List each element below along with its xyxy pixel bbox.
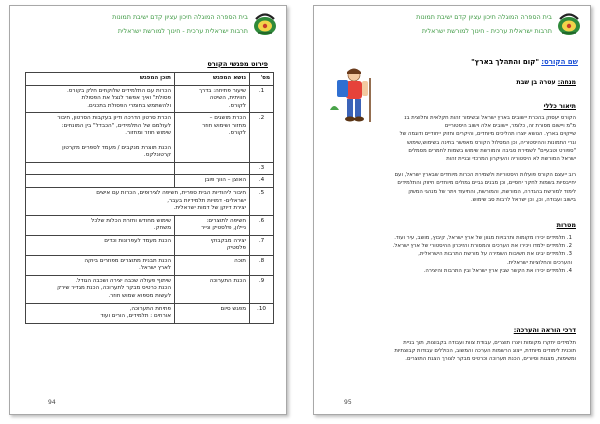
topic-line: לקורס. [228,102,246,109]
topic-line: האוצן – הווך פובן [204,177,246,184]
content-line: אורחים : תלמידים, הורים ועוד [100,313,171,320]
row-topic [175,215,250,235]
text-line: לימוד למורשת בהגדרה, המורשת, והמורשת, והתיעוד ויתר של מנהגי המשק [408,188,576,195]
row-number: 8. [250,255,274,275]
summary-title: תיאור כללי [543,102,576,110]
topic-line: הכרת מושגים – [209,115,246,122]
content-line [29,165,171,172]
table-row [26,113,274,163]
page-number: 95 [344,399,352,406]
text-line: והערכים והחלוציות ישראלית. [507,259,572,266]
content-line: לעולמם של התלמידים, "הכבדל" בין המונחים: [61,122,171,129]
content-line: פסולת" ואיך אפשר לנצל את הפסולת [81,95,171,102]
row-content [26,113,175,163]
topic-line: חיבור ליהודיות הבית ספרית, חשיפה לצירופים, הכרות עם אישים [96,190,246,197]
row-number: 4. [250,175,274,188]
content-line: הכנת כרטיס מבקר לתערוכה, הכנת מגדיר שירק [57,285,171,292]
table-row [26,235,274,255]
goals-list [328,234,572,275]
row-topic [26,188,250,216]
header-content: תוכן המפגש [26,73,175,86]
text-line: תלמידים יחקרו מקומות ויצרו תוצרים, עבודת צוות ועבודה בקבוצות, תוך בניית [403,340,576,346]
content-line: הכנת מעמד לעפרונות וכדים [104,237,171,244]
row-number: 1. [250,85,274,113]
method-title: דרכי הוראה והערכה: [513,326,576,334]
row-number: 10. [250,303,274,323]
row-content [26,275,175,303]
table-row [26,303,274,323]
content-line [29,177,171,184]
row-content [26,162,175,175]
text-line: ישראל המורשת לא היסטוריה והעיקרון המרכזי ובניית זהות [446,156,576,163]
topic-line: מפגש סיום [220,305,246,312]
content-line [29,138,171,145]
topic-line: מחזור ושימוש חוזר [202,122,246,129]
course-name: "קום והתהלך בארץ" [471,58,539,66]
text-line: וגרי התמונות וההיסטוריה, וכן המסלול הקורס מאפשר בחינה בשימוש,שימוש [407,139,576,146]
right-page [313,5,591,415]
page-header [320,10,584,46]
section-title: פירוט מפגשי הקורס [207,60,268,68]
topic-line: הכנת התערוכה [209,277,246,284]
content-line: הכרת סרטון הדרכה ודיון בעקבות הסרטון, חיבור [57,115,171,122]
text-line: 3. תלמידים יבינו את חשיבות השמירה על מורשת התרבות הישראלית, [418,251,572,258]
text-line: 4. תלמידים יכירו את הקשר שבין ארץ ישראל ובין התרבות והיצירה. [423,267,572,274]
author-name: עטרה בן שבת [516,79,556,86]
topic-line: שיעור פתיחה: בדרך [198,87,246,94]
sessions-table [25,72,274,324]
course-label: שם הקורס: [541,58,578,66]
row-topic [175,113,250,163]
content-line: שימוש מחודש וחזרת הכלות שלכל [91,217,171,224]
header-topic: נושא המפגש [175,73,250,86]
topic-line: תוכה [234,257,246,264]
content-line: שימוש חוזר ומחזור. [125,130,171,137]
table-row [26,162,274,175]
topic-line: פלסטיק [226,245,246,252]
text-line: ומשימות, מצגות וסיורים, הכנת תערוכה וכרטיס מבקר לצורך הצגת התוצרים. [405,356,576,363]
school-logo-icon [556,10,582,38]
table-row [26,85,274,113]
content-line: לעשות מספוא שמוש חוזר. [108,293,171,300]
topic-line: ניילון, פלסטיק ונייר [201,225,246,232]
text-line: הקורס יעסוק בהכרת יישובים בארץ ישראל ובשימור זהות חקלאית וחלוצית בנ [404,115,576,121]
row-number: 3. [250,162,274,175]
text-line [328,163,576,171]
row-topic [175,255,250,275]
topic-line: יצירת דיוקן של דמות ישראלית. [173,205,246,212]
page-number: 94 [48,399,56,406]
header-num: מס' [250,73,274,86]
topic-line: ישראלים- דמויות תלמידיות בעבר, [167,197,246,204]
text-line: "ספורט וטבעיים" לשמירת סביבה והמורשת שימוש בשמות לחמרים מסמלים [408,147,576,154]
table-row [26,188,274,216]
goals-title: מטרות [556,221,576,229]
row-topic [175,275,250,303]
author-label: מנחה: [557,79,576,86]
table-row [26,215,274,235]
row-content [26,255,175,275]
topic-line: יצירה מבקבוקי [210,237,246,244]
topic-line [178,165,246,172]
summary-text [328,114,576,204]
row-topic [175,162,250,175]
row-number: 9. [250,275,274,303]
content-line: ולהשתמש בחומרי הפסולת בתכנים. [87,102,171,109]
text-line: בישוב ועבודה, וכן, וכן ישראל לרבות סב שימוש. [470,196,576,203]
row-content [26,215,175,235]
content-line: קרטונלקס. [143,152,171,159]
table-row [26,255,274,275]
header-school-name: בית הספרה המוגלה תיכון עציון קדם ישיבת תמונות [416,13,552,21]
text-line: תוכנית לימודים מיוחדת, ייצוג הרשמות הערכה והמשוב, הכוללים עבודות קבוצתיות [394,348,576,355]
row-number: 6. [250,215,274,235]
row-content [26,175,175,188]
row-number: 5. [250,188,274,216]
course-author [516,79,576,86]
header-subtitle: תרבות ישראלית ערכית - חינוך למורשת ישראלית [421,27,552,35]
text-line: שייקוים בארץ. הנושא יוצרו תהליכים מיוחדים, והיקרים וחזוק ייחודיים ודוגמה של [399,131,576,138]
table-row [26,175,274,188]
topic-line: חשיפה לתוצרים: [206,217,246,224]
text-line: יחייבסיות בשמות לחקר יחסיים, וכן מבנים גביים גמולים מיוחדים חיזוק והתלמידים [397,180,576,187]
header-school-name: בית הספרה המוגלה תיכון עציון קדם ישיבת תמונות [112,13,248,21]
text-line: רוב ייעצם הקורס פועלות היסטוריות ולשמירת הכרות מיוחדים שבארץ ישראל, ועם [394,172,576,179]
row-number: 2. [250,113,274,163]
page-header [16,10,280,46]
text-line: 2. תלמידים ילמדו ויכירו את הערכים והמסורת והזיכרון ההיסטורי של ארץ ישראל. [392,243,572,250]
topic-line: לקורס. [228,130,246,137]
row-number: 7. [250,235,274,255]
row-content [26,303,175,323]
method-text [328,339,576,364]
row-content [26,235,175,255]
table-row [26,275,274,303]
school-logo-icon [252,10,278,38]
content-line: שיתוף פעולה שכבה יצירה ושכבה הגודל. [75,277,171,284]
row-topic [175,85,250,113]
content-line: הכנת תבנית מתוצרים מפוזרים ביוקה [84,257,171,264]
content-line: הכרות עם התלמידים שלוקחים חלק בקורס. [67,87,171,94]
row-topic [175,175,250,188]
row-topic [175,235,250,255]
text-line: מ"מ ויישום מסורת זה, כלומר, יישובים אלה וישוב היסטוריים [444,123,576,130]
content-line: לארץ ישראל. [139,265,171,272]
left-page [9,5,287,415]
content-line: הכנת תוצרת מנקבים / מעמד לספרים מקרטון [62,144,171,151]
row-content [26,85,175,113]
text-line: 1. תלמידים יכירו מקומות ותרבויות מגוון של ארץ ישראל, קיבוץ, מושב, עיר ועוד. [394,235,572,241]
topic-line: חוויתית, השיטה [209,95,246,102]
content-line: פתיחת התערוכה, [129,305,171,312]
content-line: משחק. [153,225,171,232]
row-topic [175,303,250,323]
header-subtitle: תרבות ישראלית ערכית - חינוך למורשת ישראלית [117,27,248,35]
table-header-row [26,73,274,86]
